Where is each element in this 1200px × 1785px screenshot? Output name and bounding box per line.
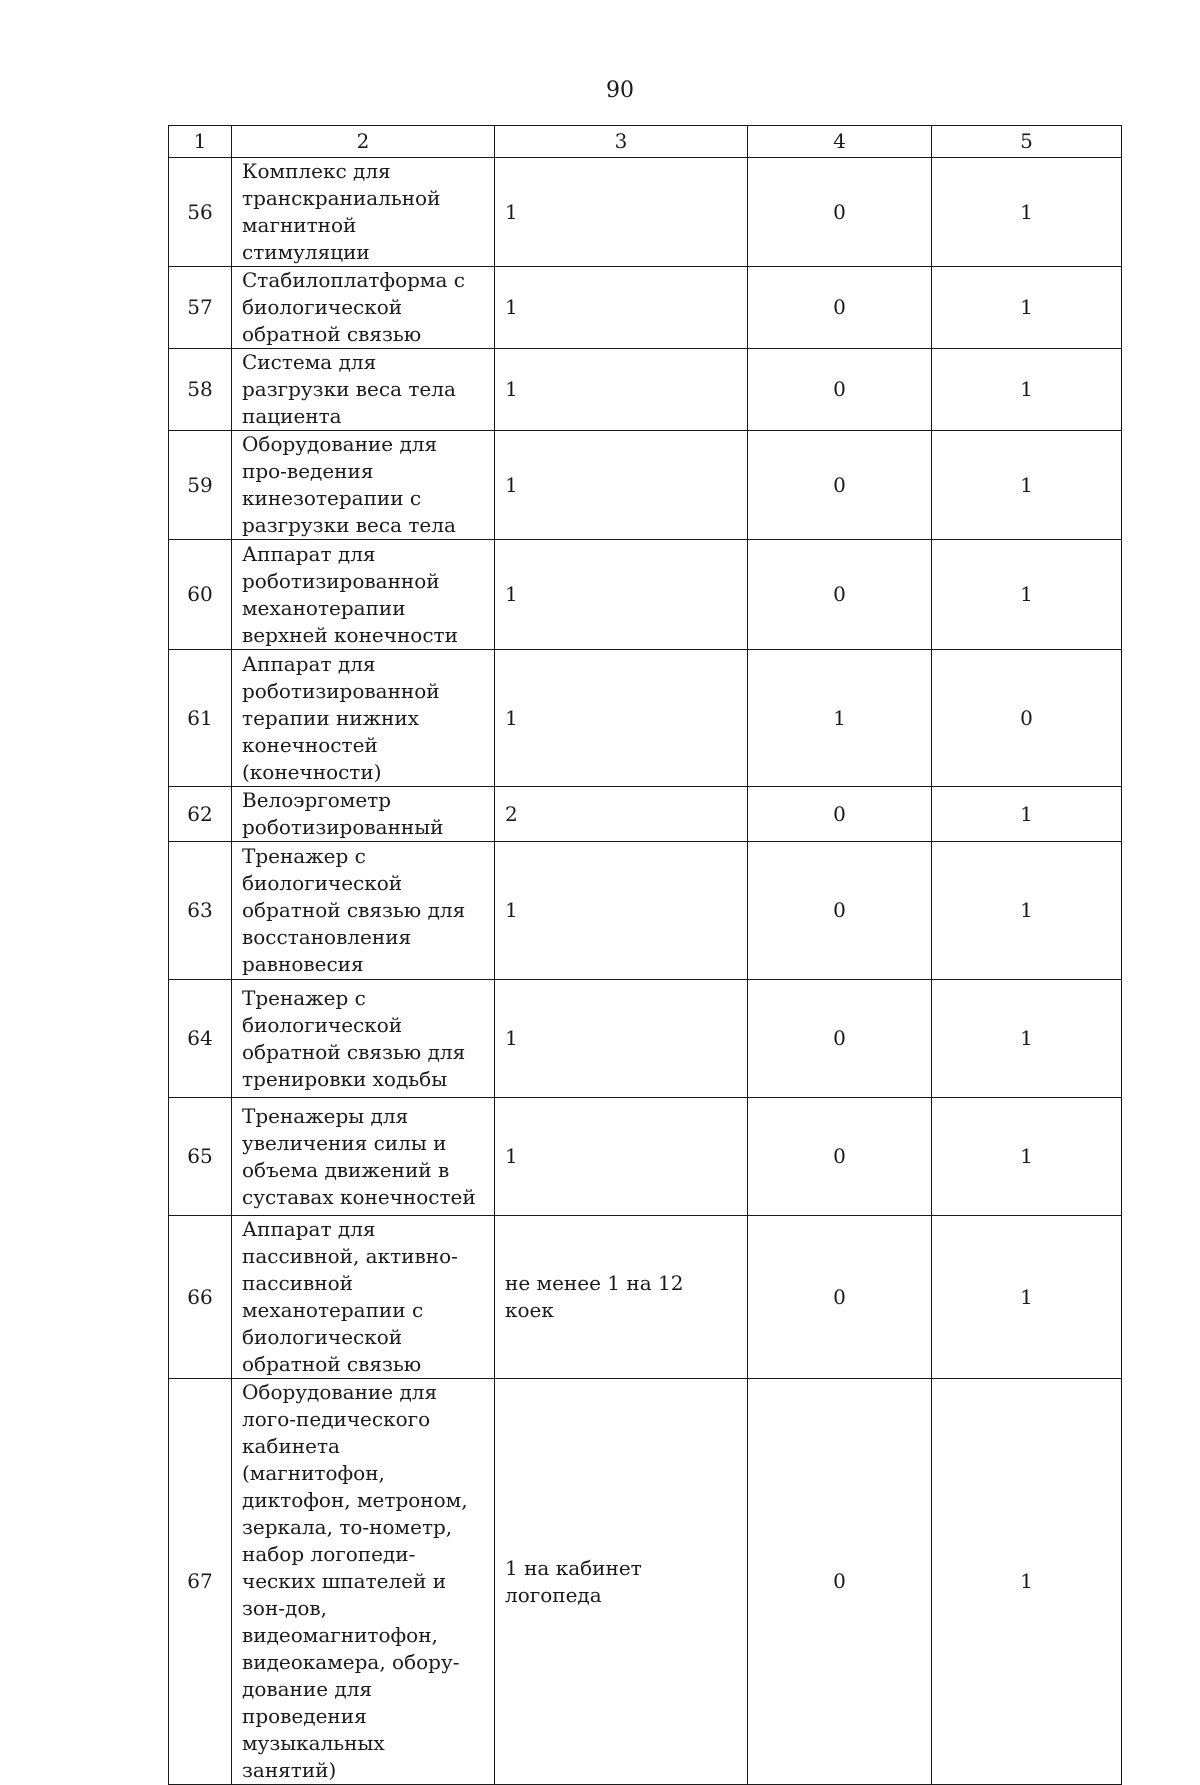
col4-value: 0 (748, 842, 932, 980)
row-number: 61 (169, 650, 232, 787)
col4-value: 0 (748, 1098, 932, 1216)
col4-value: 0 (748, 431, 932, 540)
col4-value: 0 (748, 980, 932, 1098)
table-row (169, 267, 1122, 349)
quantity: не менее 1 на 12 коек (495, 1216, 748, 1379)
table-row (169, 650, 1122, 787)
table-row (169, 431, 1122, 540)
quantity: 1 (495, 1098, 748, 1216)
row-number: 57 (169, 267, 232, 349)
equipment-name: Оборудование для лого-педического кабинета (магнитофон, диктофон, метроном, зеркала, то-нометр, набор логопеди-ческих шпателей и зон-дов, видеомагнитофон, видеокамера, обору-дование для проведения музыкальных занятий) (232, 1379, 495, 1785)
equipment-name: Аппарат для роботизированной механотерапии верхней конечности (232, 540, 495, 650)
row-number: 63 (169, 842, 232, 980)
header-col-5: 5 (932, 126, 1122, 158)
equipment-name: Стабилоплатформа с биологической обратной связью (232, 267, 495, 349)
col4-value: 0 (748, 267, 932, 349)
equipment-name: Оборудование для про-ведения кинезотерапии с разгрузки веса тела (232, 431, 495, 540)
header-col-3: 3 (495, 126, 748, 158)
col4-value: 0 (748, 1216, 932, 1379)
equipment-name: Система для разгрузки веса тела пациента (232, 349, 495, 431)
table-row (169, 980, 1122, 1098)
table-row (169, 349, 1122, 431)
table-row (169, 540, 1122, 650)
quantity: 2 (495, 787, 748, 842)
quantity: 1 (495, 158, 748, 267)
col5-value: 1 (932, 787, 1122, 842)
col4-value: 0 (748, 1379, 932, 1785)
table-row (169, 1379, 1122, 1785)
row-number: 58 (169, 349, 232, 431)
col5-value: 1 (932, 267, 1122, 349)
row-number: 60 (169, 540, 232, 650)
equipment-name: Тренажер с биологической обратной связью для восстановления равновесия (232, 842, 495, 980)
row-number: 59 (169, 431, 232, 540)
equipment-name: Тренажеры для увеличения силы и объема движений в суставах конечностей (232, 1098, 495, 1216)
quantity: 1 на кабинет логопеда (495, 1379, 748, 1785)
equipment-name: Аппарат для пассивной, активно-пассивной механотерапии с биологической обратной связью (232, 1216, 495, 1379)
quantity: 1 (495, 842, 748, 980)
header-col-4: 4 (748, 126, 932, 158)
table-row (169, 842, 1122, 980)
row-number: 56 (169, 158, 232, 267)
col5-value: 1 (932, 1379, 1122, 1785)
equipment-name: Аппарат для роботизированной терапии нижних конечностей (конечности) (232, 650, 495, 787)
col5-value: 1 (932, 540, 1122, 650)
col5-value: 1 (932, 980, 1122, 1098)
quantity: 1 (495, 540, 748, 650)
header-col-1: 1 (169, 126, 232, 158)
table-row (169, 787, 1122, 842)
quantity: 1 (495, 349, 748, 431)
page-number: 90 (606, 78, 634, 103)
col5-value: 1 (932, 349, 1122, 431)
col4-value: 0 (748, 158, 932, 267)
col4-value: 0 (748, 349, 932, 431)
quantity: 1 (495, 980, 748, 1098)
equipment-name: Комплекс для транскраниальной магнитной стимуляции (232, 158, 495, 267)
col5-value: 1 (932, 1216, 1122, 1379)
col4-value: 0 (748, 540, 932, 650)
quantity: 1 (495, 650, 748, 787)
equipment-table (168, 125, 1122, 1785)
row-number: 64 (169, 980, 232, 1098)
col4-value: 1 (748, 650, 932, 787)
table-row (169, 1216, 1122, 1379)
table-header-row (169, 126, 1122, 158)
col5-value: 1 (932, 1098, 1122, 1216)
row-number: 65 (169, 1098, 232, 1216)
equipment-name: Тренажер с биологической обратной связью для тренировки ходьбы (232, 980, 495, 1098)
equipment-name: Велоэргометр роботизированный (232, 787, 495, 842)
row-number: 67 (169, 1379, 232, 1785)
col5-value: 1 (932, 431, 1122, 540)
table-row (169, 158, 1122, 267)
row-number: 62 (169, 787, 232, 842)
col5-value: 0 (932, 650, 1122, 787)
table-row (169, 1098, 1122, 1216)
row-number: 66 (169, 1216, 232, 1379)
col5-value: 1 (932, 158, 1122, 267)
col5-value: 1 (932, 842, 1122, 980)
header-col-2: 2 (232, 126, 495, 158)
quantity: 1 (495, 267, 748, 349)
col4-value: 0 (748, 787, 932, 842)
quantity: 1 (495, 431, 748, 540)
